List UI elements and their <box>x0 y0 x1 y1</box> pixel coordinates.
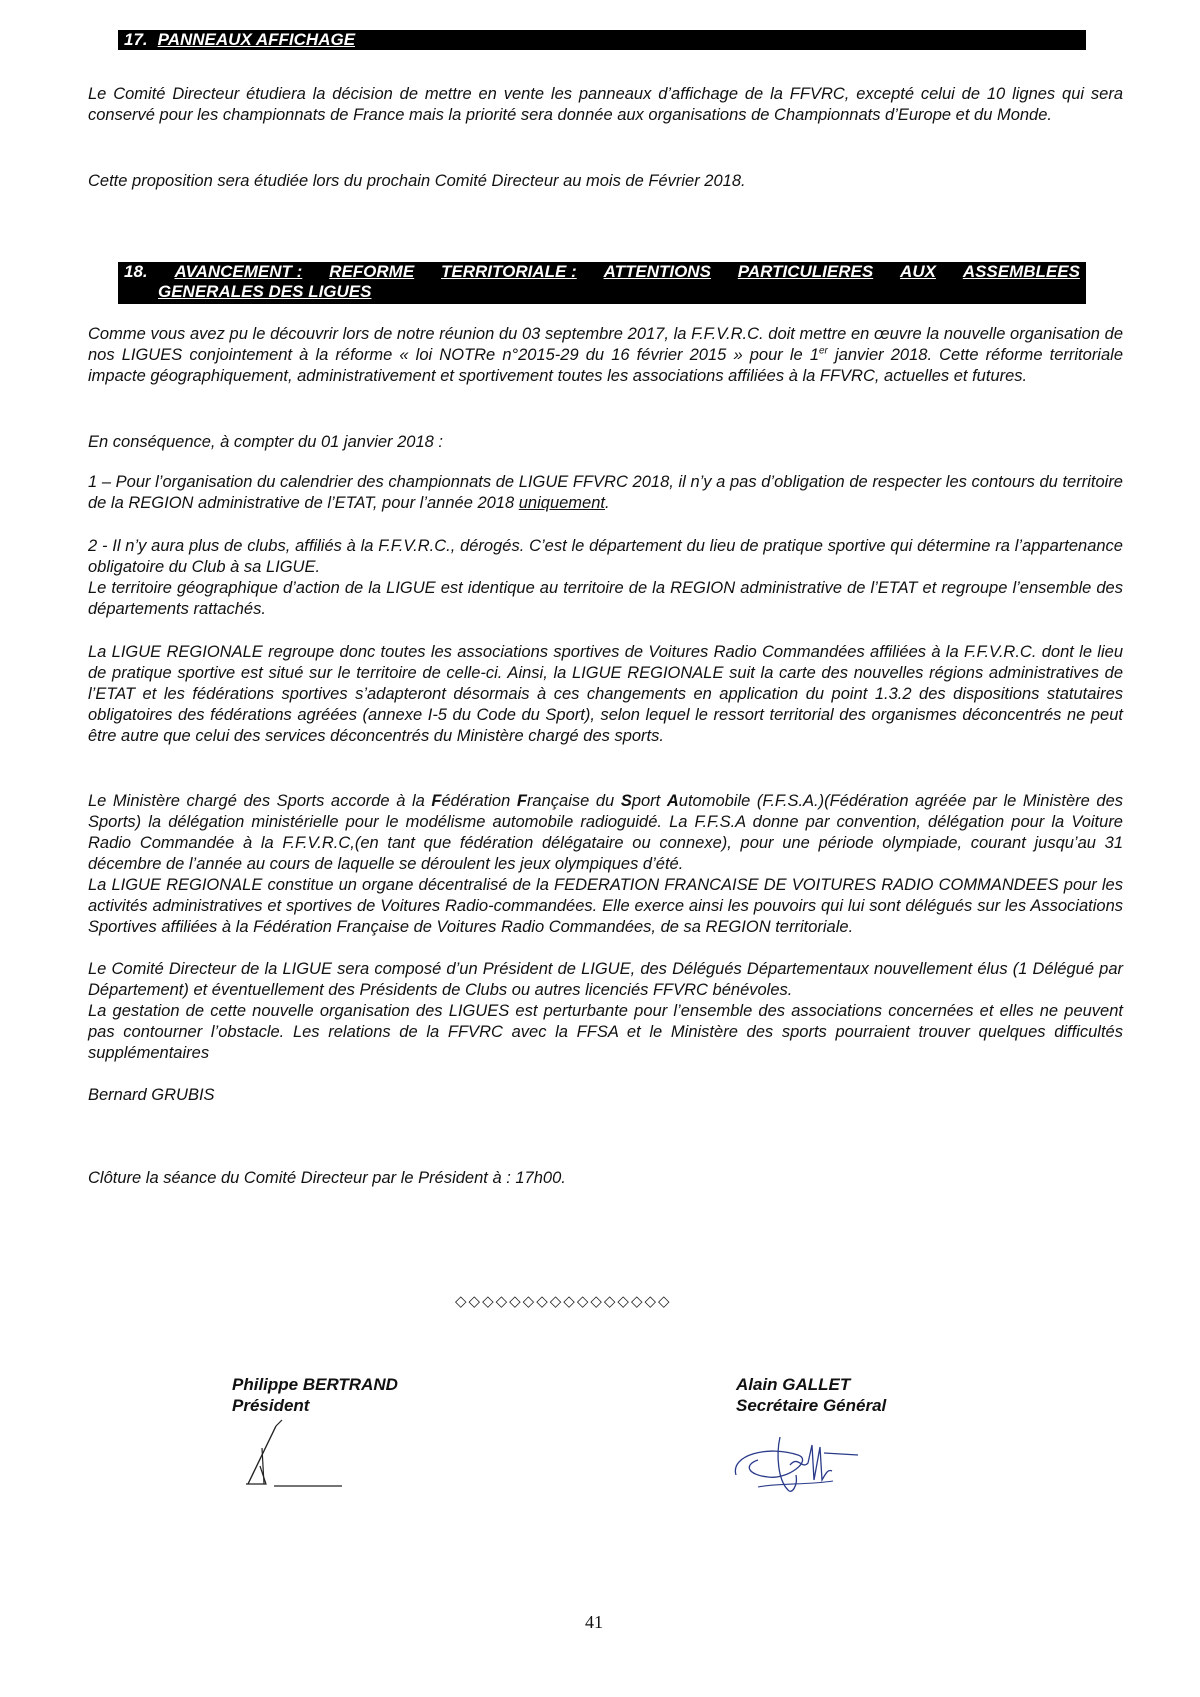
section-18-title-word-3: TERRITORIALE : <box>441 262 577 281</box>
section-18-consequence: En conséquence, à compter du 01 janvier 2018 : <box>88 433 443 451</box>
ministere-text-2: édération <box>441 792 517 810</box>
section-18-gestation: La gestation de cette nouvelle organisation des LIGUES est perturbante pour l’ensemble des associations concernées et elles ne peuvent pas contourner l’obstacle. Les relations de la FFVRC avec la FFSA et le Ministère des sports pourraient trouver quelques difficultés supplémentaires <box>88 1002 1123 1062</box>
section-18-number: 18. <box>124 262 148 281</box>
signatory-president-role: Président <box>232 1396 310 1415</box>
section-17-number: 17. <box>124 30 148 49</box>
secretary-signature-drawing <box>728 1425 868 1500</box>
point-1-end: . <box>604 494 610 512</box>
intro-superscript: er <box>819 345 828 357</box>
intro-text-end: janvier 2018. Cette réforme territoriale impacte géographiquement, administrativement et sportivement toutes les associations affiliées à la FFVRC, actuelles et futures. <box>88 346 1123 385</box>
section-18-comite: Le Comité Directeur de la LIGUE sera composé d’un Président de LIGUE, des Délégués Départementaux nouvellement élus (1 Délégué par Département) et éventuellement des Présidents de Clubs ou autres licenciés FFVRC bénévoles. <box>88 960 1123 999</box>
signatory-president <box>232 1374 398 1416</box>
ministere-bold-f2: F <box>516 792 527 810</box>
page-number: 41 <box>585 1612 603 1632</box>
section-17-title: PANNEAUX AFFICHAGE <box>157 30 356 49</box>
section-18-title-word-7: ASSEMBLEES <box>962 262 1080 281</box>
section-18-point-1 <box>88 472 1123 514</box>
point-1-underlined: uniquement <box>518 494 605 512</box>
section-18-title-word-5: PARTICULIERES <box>737 262 874 281</box>
section-18-author: Bernard GRUBIS <box>88 1086 215 1104</box>
section-18-title-word-1: AVANCEMENT : <box>174 262 303 281</box>
ministere-bold-s: S <box>620 792 632 810</box>
signatory-secretary <box>736 1374 886 1416</box>
president-signature-drawing <box>238 1418 348 1488</box>
section-17-paragraph-1: Le Comité Directeur étudiera la décision de mettre en vente les panneaux d’affichage de la FFVRC, excepté celui de 10 lignes qui sera conservé pour les championnats de France mais la priorité sera donnée aux organisations de Championnats d’Europe et du Monde. <box>88 85 1123 124</box>
section-18-ministere <box>88 791 1123 875</box>
section-17-heading <box>118 30 1086 50</box>
section-18-intro <box>88 324 1123 387</box>
ministere-text-5: utomobile (F.F.S.A.)(Fédération agréée par le Ministère des Sports) la délégation ministérielle pour le modélisme automobile radioguidé. La F.F.S.A donne par convention, délégation pour la Voiture Radio Commandée à la F.F.V.R.C,(en tant que fédération délégataire ou connexe), pour une période olympiade, courant jusqu’au 31 décembre de l’année au cours de laquelle se déroulent les jeux olympiques d’été. <box>88 792 1123 873</box>
signatory-secretary-role: Secrétaire Général <box>736 1396 887 1415</box>
ministere-text-3: rançaise du <box>526 792 621 810</box>
section-18-title-word-2: REFORME <box>329 262 415 281</box>
signatory-secretary-name: Alain GALLET <box>736 1375 851 1394</box>
closing-statement: Clôture la séance du Comité Directeur par le Président à : 17h00. <box>88 1169 566 1187</box>
ministere-bold-a: A <box>666 792 679 810</box>
separator-ornament: ◇◇◇◇◇◇◇◇◇◇◇◇◇◇◇◇ <box>455 1293 672 1310</box>
section-18-regionale: La LIGUE REGIONALE regroupe donc toutes les associations sportives de Voitures Radio Commandées affiliées à la F.F.V.R.C. dont le lieu de pratique sportive est situé sur le territoire de celle-ci. Ainsi, la LIGUE REGIONALE suit la carte des nouvelles régions administratives de l’ETAT et les fédérations sportives s’adapteront désormais à ces changements en application du point 1.3.2 des dispositions statutaires obligatoires des fédérations agréées (annexe I-5 du Code du Sport), selon lequel le ressort territorial des organismes déconcentrés ne peut être autre que celui des services déconcentrés du Ministère chargé des sports. <box>88 643 1123 745</box>
section-18-organe: La LIGUE REGIONALE constitue un organe décentralisé de la FEDERATION FRANCAISE DE VOITURES RADIO COMMANDEES pour les activités administratives et sportives de Voitures Radio-commandées. Elle exerce ainsi les pouvoirs qui lui sont délégués sur les Associations Sportives affiliées à la Fédération Française de Voitures Radio Commandées, de sa REGION territoriale. <box>88 876 1123 936</box>
ministere-bold-f1: F <box>431 792 442 810</box>
section-17-paragraph-2: Cette proposition sera étudiée lors du prochain Comité Directeur au mois de Février 2018. <box>88 172 746 190</box>
section-18-point-2a: 2 - Il n’y aura plus de clubs, affiliés à la F.F.V.R.C., dérogés. C’est le département du lieu de pratique sportive qui détermine ra l’appartenance obligatoire du Club à sa LIGUE. <box>88 537 1123 576</box>
ministere-text-4: port <box>631 792 667 810</box>
section-18-title-word-4: ATTENTIONS <box>603 262 711 281</box>
signatory-president-name: Philippe BERTRAND <box>232 1375 398 1394</box>
section-18-title-line-2: GENERALES DES LIGUES <box>158 282 372 301</box>
ministere-text-1: Le Ministère chargé des Sports accorde à la <box>88 792 432 810</box>
point-1-text: 1 – Pour l’organisation du calendrier des championnats de LIGUE FFVRC 2018, il n’y a pas d’obligation de respecter les contours du territoire de la REGION administrative de l’ETAT, pour l’année 2018 <box>88 473 1123 512</box>
section-18-title-word-6: AUX <box>900 262 936 281</box>
section-18-heading <box>118 262 1086 304</box>
section-18-point-2b: Le territoire géographique d’action de la LIGUE est identique au territoire de la REGION administrative de l’ETAT et regroupe l’ensemble des départements rattachés. <box>88 579 1123 618</box>
intro-text: Comme vous avez pu le découvrir lors de notre réunion du 03 septembre 2017, la F.F.V.R.C. doit mettre en œuvre la nouvelle organisation de nos LIGUES conjointement à la réforme « loi NOTRe n°2015-29 du 16 février 2015 » pour le 1 <box>88 325 1123 364</box>
